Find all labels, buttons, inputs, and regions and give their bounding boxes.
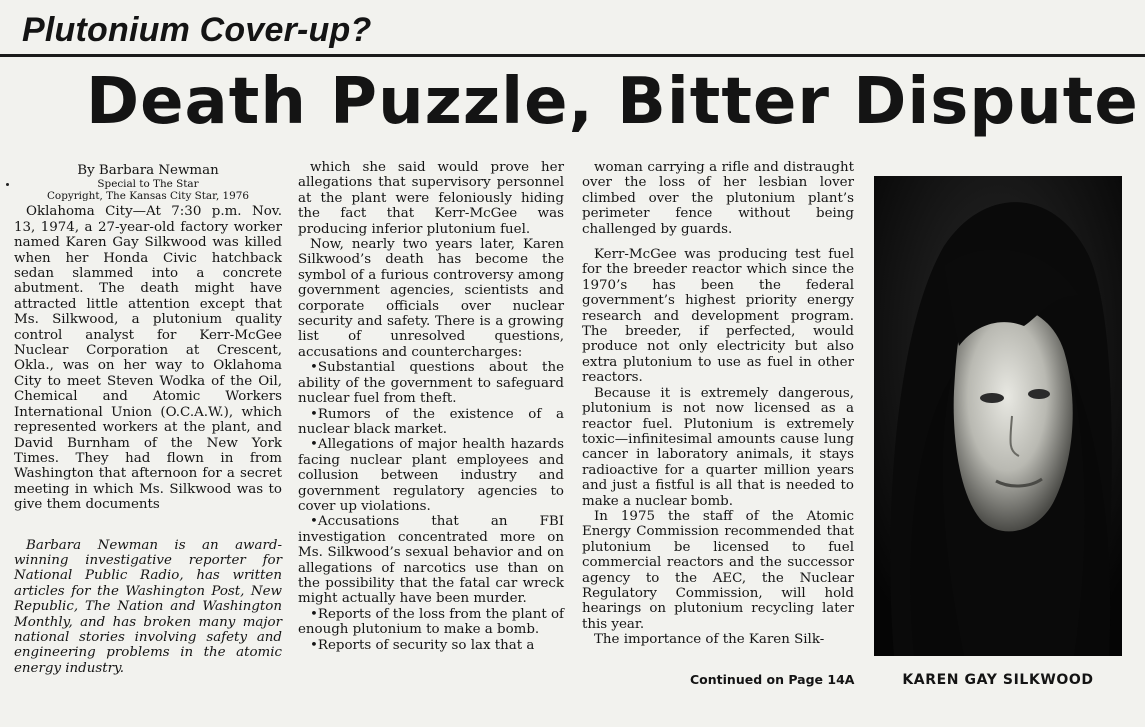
portrait-photo: [874, 176, 1122, 656]
headline-rule: [0, 54, 1145, 57]
main-headline: Death Puzzle, Bitter Dispute: [86, 65, 1139, 139]
photo-caption: KAREN GAY SILKWOOD: [902, 672, 1094, 688]
portrait-image: [874, 176, 1122, 656]
byline-author: By Barbara Newman: [77, 163, 219, 178]
article-paragraph: The importance of the Karen Silk-: [594, 632, 825, 648]
bullet-item: • Reports of security so lax that a: [298, 638, 564, 653]
bullet-item: • Reports of the loss from the plant of enough plutonium to make a bomb.: [298, 607, 564, 638]
article-column-3: [582, 160, 854, 648]
byline-role: Special to The Star: [97, 178, 199, 191]
article-paragraph: In 1975 the staff of the Atomic Energy Commission recommended that plutonium be licensed to fuel commercial reactors and the successor agency to the AEC, the Nuclear Regulatory Commission, will hold hearings on plutonium recycling later this year.: [582, 508, 854, 632]
bullet-item: • Rumors of the existence of a nuclear black market.: [298, 407, 564, 438]
bullet-item: • Allegations of major health hazards facing nuclear plant employees and collusion between industry and government regulatory agencies to cover up violations.: [298, 437, 564, 514]
article-paragraph: which she said would prove her allegations that supervisory personnel at the plant were feloniously hiding the fact that Kerr-McGee was producing inferior plutonium fuel.: [298, 160, 564, 237]
byline-copyright: Copyright, The Kansas City Star, 1976: [46, 190, 249, 203]
article-paragraph: Because it is extremely dangerous, plutonium is not now licensed as a reactor fuel. Plutonium is extremely toxic—infinitesimal amounts cause lung cancer in laboratory animals, it stays radioactive for a quarter million years and just a fistful is all that is needed to make a nuclear bomb.: [582, 385, 854, 509]
continued-jump-line: Continued on Page 14A: [690, 672, 855, 687]
print-speck: [6, 183, 9, 186]
bullet-item: • Accusations that an FBI investigation concentrated more on Ms. Silkwood’s sexual behavior and on allegations of narcotics use than on the possibility that the fatal car wreck might actually have been murder.: [298, 514, 564, 606]
article-column-1: [14, 163, 282, 676]
article-paragraph: Oklahoma City—At 7:30 p.m. Nov. 13, 1974, a 27-year-old factory worker named Karen Gay Silkwood was killed when her Honda Civic hatchback sedan slammed into a concrete abutment. The death might have attracted little attention except that Ms. Silkwood, a plutonium quality control analyst for Kerr-McGee Nuclear Corporation at Crescent, Okla., was on her way to Oklahoma City to meet Steven Wodka of the Oil, Chemical and Atomic Workers International Union (O.C.A.W.), which represented workers at the plant, and David Burnham of the New York Times. They had flown in from Washington that afternoon for a secret meeting in which Ms. Silkwood was to give them documents: [14, 204, 282, 513]
article-column-2: [298, 160, 564, 653]
article-paragraph: Kerr-McGee was producing test fuel for the breeder reactor which since the 1970’s has been the federal government’s highest priority energy research and development program. The breeder, if perfected, would produce not only electricity but also extra plutonium to use as fuel in other reactors.: [582, 247, 854, 386]
article-paragraph: Now, nearly two years later, Karen Silkwood’s death has become the symbol of a furious controversy among government agencies, scientists and corporate officials over nuclear security and safety. There is a growing list of unresolved questions, accusations and countercharges:: [298, 237, 564, 360]
article-paragraph: woman carrying a rifle and distraught over the loss of her lesbian lover climbed over the plutonium plant’s perimeter fence without being challenged by guards.: [582, 160, 854, 237]
kicker-headline: Plutonium Cover-up?: [22, 11, 372, 49]
bullet-item: • Substantial questions about the ability of the government to safeguard nuclear fuel from theft.: [298, 360, 564, 406]
author-bio: Barbara Newman is an award-winning investigative reporter for National Public Radio, has written articles for the Washington Post, New Republic, The Nation and Washington Monthly, and has broken many major national stories involving safety and engineering problems in the atomic energy industry.: [14, 537, 282, 676]
